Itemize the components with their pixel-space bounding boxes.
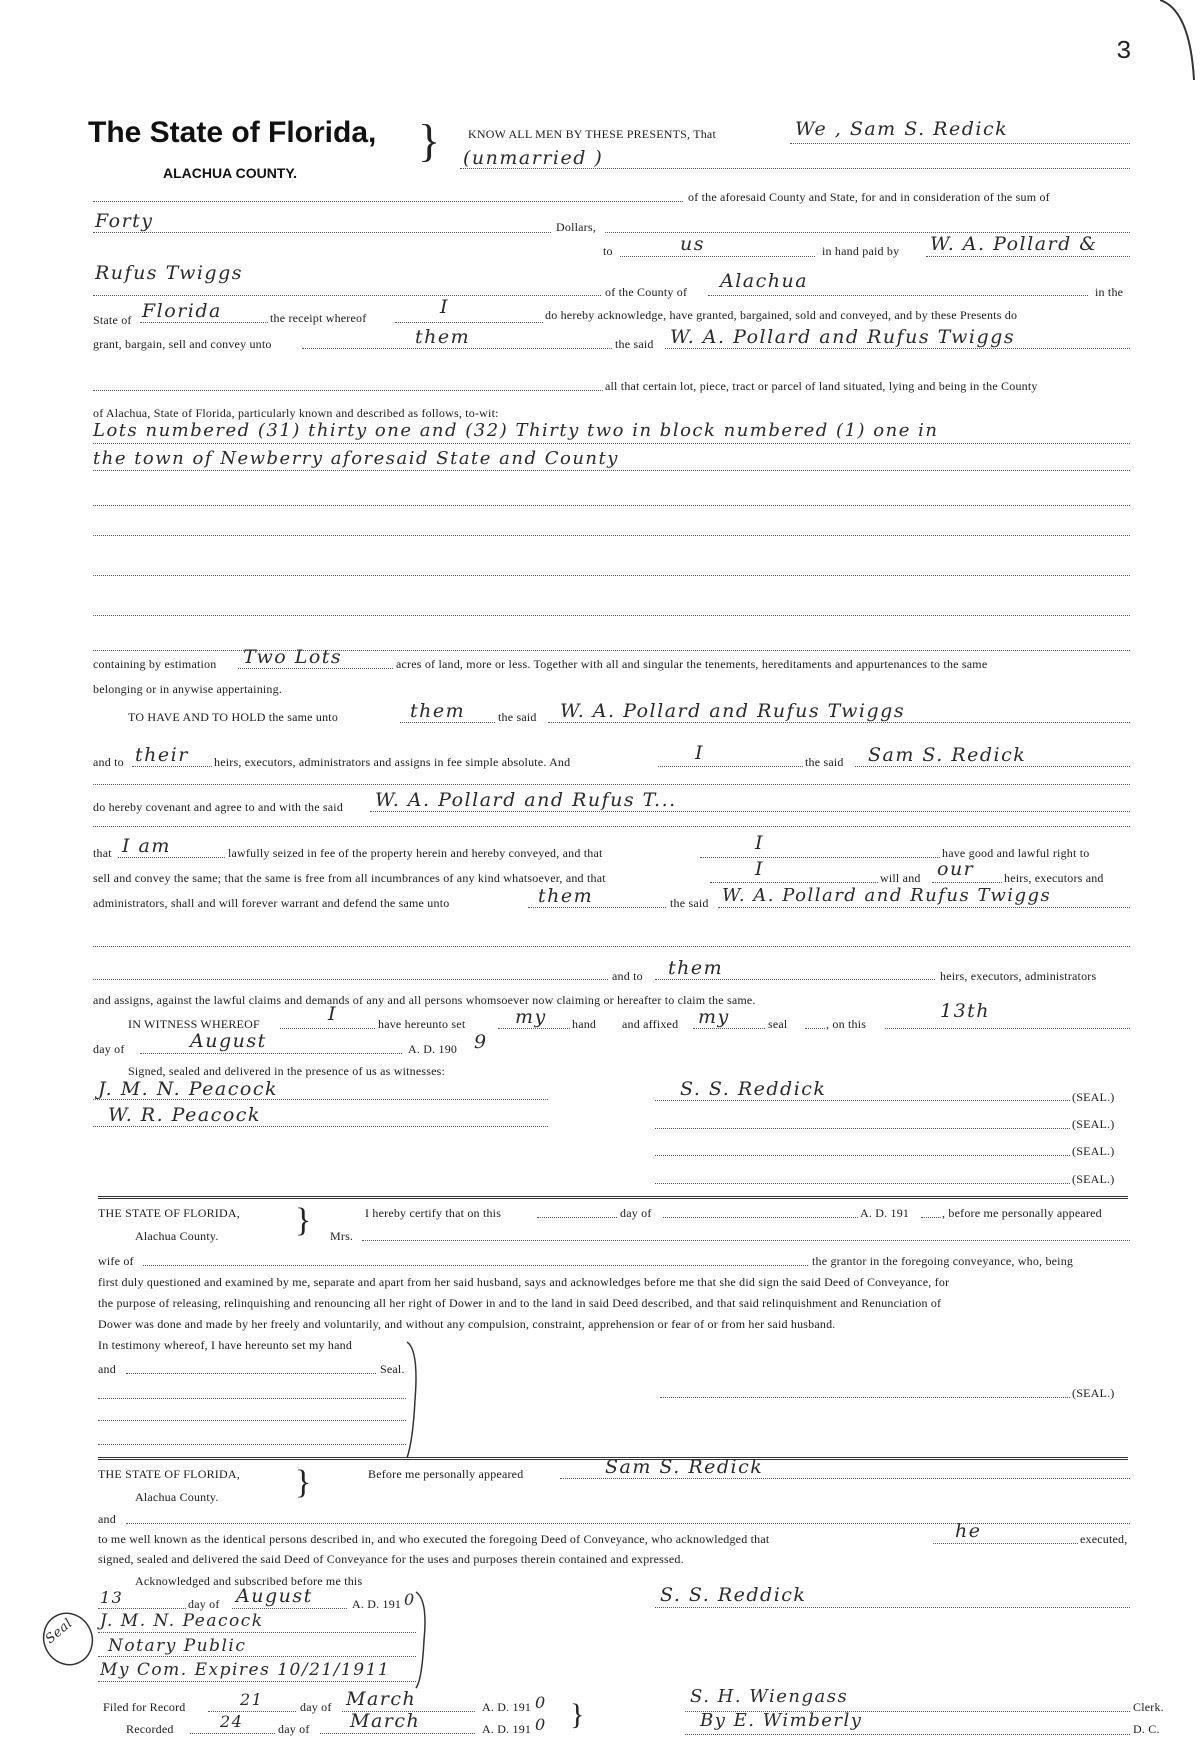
heirs-owner-handwritten: their	[135, 744, 189, 766]
intro-text: KNOW ALL MEN BY THESE PRESENTS, That	[468, 127, 716, 141]
year-handwritten: 9	[474, 1031, 488, 1053]
lot-text: all that certain lot, piece, tract or parcel of land situated, lying and being in the County	[605, 379, 1038, 393]
dower-wife-of: wife of	[98, 1254, 134, 1268]
dower-grantor-text: the grantor in the foregoing conveyance, who, being	[812, 1254, 1074, 1268]
dower-testimony: In testimony whereof, I have hereunto set my hand	[98, 1338, 353, 1352]
sell-text: sell and convey the same; that the same is free from all incumbrances of any kind whatsoever, and that	[93, 871, 606, 885]
ack-brace-line	[414, 1590, 432, 1690]
payee2-handwritten: Rufus Twiggs	[95, 262, 244, 284]
grantee-handwritten: W. A. Pollard and Rufus Twiggs	[670, 326, 1016, 348]
seal-label-3: (SEAL.)	[1072, 1144, 1115, 1158]
dower-seal-label: (SEAL.)	[1072, 1386, 1115, 1400]
have-unto-handwritten: them	[410, 700, 466, 722]
covenant-text: do hereby covenant and agree to and with the said	[93, 800, 344, 814]
seal-label-1: (SEAL.)	[1072, 1090, 1115, 1104]
the-said-label-3: the said	[805, 755, 844, 769]
dollars-label: Dollars,	[556, 220, 596, 234]
seized-handwritten: I	[755, 832, 765, 854]
notary-line-2: Notary Public	[108, 1636, 247, 1656]
seal-label: seal	[768, 1017, 788, 1031]
dower-ad: A. D. 191	[860, 1206, 910, 1220]
to-handwritten: us	[680, 233, 705, 255]
rec-day-of: day of	[278, 1722, 310, 1736]
record-brace: }	[570, 1698, 585, 1731]
and-to-label-2: and to	[612, 969, 643, 983]
seal-label-4: (SEAL.)	[1072, 1172, 1115, 1186]
seized-text: lawfully seized in fee of the property herein and hereby conveyed, and that	[228, 846, 603, 860]
county-handwritten: Alachua	[720, 270, 809, 292]
belonging-text: belonging or in anywise appertaining.	[93, 682, 283, 696]
covenant-handwritten: W. A. Pollard and Rufus T...	[375, 789, 677, 811]
recorded-label: Recorded	[126, 1722, 174, 1736]
acres-handwritten: Two Lots	[243, 646, 343, 668]
county-title: ALACHUA COUNTY.	[163, 165, 298, 181]
signed-sealed-text: Signed, sealed and delivered in the presence of us as witnesses:	[128, 1064, 446, 1078]
filed-day-of: day of	[300, 1700, 332, 1714]
clerk-label: Clerk.	[1133, 1700, 1164, 1714]
hand-label: hand	[572, 1017, 597, 1031]
to-have-text: TO HAVE AND TO HOLD the same unto	[128, 710, 339, 724]
dower-certify: I hereby certify that on this	[365, 1206, 502, 1220]
ack-he-handwritten: he	[955, 1520, 982, 1542]
witness-handwritten: I	[328, 1003, 338, 1025]
rec-day-handwritten: 24	[220, 1712, 244, 1731]
rec-year-handwritten: 0	[535, 1715, 547, 1734]
defend-said-handwritten: W. A. Pollard and Rufus Twiggs	[722, 885, 1052, 906]
header-brace: }	[418, 115, 441, 166]
and-handwritten: I	[695, 742, 705, 764]
filed-day-handwritten: 21	[240, 1690, 264, 1709]
dower-line-1: first duly questioned and examined by me, separate and apart from her said husband, says and acknowledges before me that she did sign the said Deed of Conveyance, for	[98, 1275, 950, 1289]
receipt-label: the receipt whereof	[270, 311, 367, 325]
my-handwritten: my	[515, 1006, 547, 1028]
notary-seal-handwritten: Seal	[42, 1615, 76, 1648]
seal-label-2: (SEAL.)	[1072, 1117, 1115, 1131]
paid-by-handwritten: W. A. Pollard &	[930, 233, 1098, 255]
notary-line-1: J. M. N. Peacock	[100, 1611, 264, 1631]
state-title: The State of Florida,	[88, 116, 377, 149]
admin-text: administrators, shall and will forever warrant and defend the same unto	[93, 896, 450, 910]
on-this-label: , on this	[826, 1017, 867, 1031]
page-number: 3	[1116, 36, 1132, 66]
ack-state: THE STATE OF FLORIDA,	[98, 1467, 240, 1481]
dower-before-me: , before me personally appeared	[942, 1206, 1102, 1220]
dower-seal: Seal.	[380, 1362, 405, 1376]
page-corner-curl	[1160, 0, 1200, 80]
filed-month-handwritten: March	[346, 1688, 417, 1710]
our-handwritten: our	[937, 858, 975, 880]
notary-line-3: My Com. Expires 10/21/1911	[100, 1660, 391, 1680]
filed-year-handwritten: 0	[535, 1693, 547, 1712]
heirs-exec-label: heirs, executors and	[1004, 871, 1104, 885]
heirs-exec-admin-label: heirs, executors, administrators	[940, 969, 1097, 983]
month-handwritten: August	[190, 1030, 267, 1052]
to-label: to	[603, 244, 613, 258]
receipt-handwritten: I	[440, 296, 450, 318]
description-line-2: the town of Newberry aforesaid State and County	[93, 448, 619, 469]
description-line-1: Lots numbered (31) thirty one and (32) Thirty two in block numbered (1) one in	[93, 420, 939, 441]
dower-state: THE STATE OF FLORIDA,	[98, 1206, 240, 1220]
ack-appeared-handwritten: Sam S. Redick	[605, 1456, 764, 1478]
ack-executed: executed,	[1080, 1532, 1128, 1546]
of-county-label: of the County of	[605, 285, 688, 299]
ack-brace: }	[295, 1464, 312, 1501]
amount-handwritten: Forty	[95, 210, 154, 232]
in-hand-paid-label: in hand paid by	[822, 244, 900, 258]
day-of-label: day of	[93, 1042, 125, 1056]
the-said-label-2: the said	[498, 710, 537, 724]
heirs-text: heirs, executors, administrators and assigns in fee simple absolute. And	[214, 755, 571, 769]
assigns-text: and assigns, against the lawful claims and demands of any and all persons whomsoever now claiming or hereafter to claim the same.	[93, 993, 756, 1007]
grantor-signature-handwritten: S. S. Reddick	[680, 1078, 827, 1100]
hereunto-set-label: have hereunto set	[378, 1017, 466, 1031]
ack-signature-handwritten: S. S. Reddick	[660, 1584, 807, 1606]
dower-county: Alachua County.	[135, 1229, 219, 1243]
acres-text: acres of land, more or less. Together with all and singular the tenements, hereditaments and appurtenances to the same	[396, 657, 988, 671]
state-handwritten: Florida	[142, 300, 222, 322]
dower-seal-brace	[405, 1340, 425, 1460]
ad-label: A. D. 190	[408, 1042, 458, 1056]
marital-status-handwritten: (unmarried )	[463, 147, 604, 169]
convey-unto-handwritten: them	[415, 326, 471, 348]
ack-county: Alachua County.	[135, 1490, 219, 1504]
dower-line-3: Dower was done and made by her freely and voluntarily, and without any compulsion, constraint, apprehension or fear of or from her said husband.	[98, 1317, 836, 1331]
dower-day-of: day of	[620, 1206, 652, 1220]
my2-handwritten: my	[698, 1006, 730, 1028]
clerk-handwritten: S. H. Wiengass	[690, 1686, 849, 1707]
witness-text: IN WITNESS WHEREOF	[128, 1017, 260, 1031]
the-said-label: the said	[615, 337, 654, 351]
have-said-handwritten: W. A. Pollard and Rufus Twiggs	[560, 700, 906, 722]
ack-month-handwritten: August	[236, 1585, 313, 1607]
the-said-label-4: the said	[670, 896, 709, 910]
ack-year-handwritten: 0	[404, 1590, 416, 1609]
good-lawful-text: have good and lawful right to	[942, 846, 1090, 860]
rec-month-handwritten: March	[350, 1710, 421, 1732]
section-divider-1	[98, 1196, 1128, 1199]
that-handwritten: I am	[122, 835, 171, 857]
witness-1-handwritten: J. M. N. Peacock	[98, 1078, 278, 1100]
witness-2-handwritten: W. R. Peacock	[108, 1104, 261, 1126]
dower-mrs: Mrs.	[330, 1229, 354, 1243]
rec-ad: A. D. 191	[482, 1722, 532, 1736]
grantor-handwritten: We , Sam S. Redick	[795, 118, 1009, 140]
in-the-label: in the	[1095, 285, 1124, 299]
ack-before-me: Before me personally appeared	[368, 1467, 524, 1481]
dc-handwritten: By E. Wimberly	[700, 1710, 863, 1731]
consideration-text: of the aforesaid County and State, for and in consideration of the sum of	[688, 190, 1050, 204]
ack-day-of: day of	[188, 1597, 220, 1611]
dower-brace: }	[295, 1202, 312, 1239]
will-and-label: will and	[880, 871, 921, 885]
and-to-handwritten: them	[668, 957, 724, 979]
will-handwritten: I	[755, 858, 765, 880]
ack-signed-text: signed, sealed and delivered the said Deed of Conveyance for the uses and purposes therein contained and expressed.	[98, 1552, 684, 1566]
grant-text: grant, bargain, sell and convey unto	[93, 337, 272, 351]
dower-and: and	[98, 1362, 116, 1376]
ack-day-handwritten: 13	[100, 1588, 124, 1607]
defend-handwritten: them	[538, 885, 594, 907]
said-name-handwritten: Sam S. Redick	[868, 744, 1027, 766]
that-label: that	[93, 846, 112, 860]
day-handwritten: 13th	[940, 1000, 991, 1022]
and-affixed-label: and affixed	[622, 1017, 679, 1031]
filed-ad: A. D. 191	[482, 1700, 532, 1714]
containing-label: containing by estimation	[93, 657, 217, 671]
ack-ad: A. D. 191	[352, 1597, 402, 1611]
state-of-label: State of	[93, 313, 132, 327]
acknowledge-text: do hereby acknowledge, have granted, bargained, sold and conveyed, and by these Presents do	[545, 308, 1018, 322]
alachua-text: of Alachua, State of Florida, particularly known and described as follows, to-wit:	[93, 406, 499, 420]
dower-line-2: the purpose of releasing, relinquishing and renouncing all her right of Dower in and to the land in said Deed described, and that said relinquishment and Renunciation of	[98, 1296, 942, 1310]
ack-known-text: to me well known as the identical persons described in, and who executed the foregoing Deed of Conveyance, who acknowledged that	[98, 1532, 770, 1546]
filed-label: Filed for Record	[103, 1700, 186, 1714]
and-to-label: and to	[93, 755, 124, 769]
ack-subscribed: Acknowledged and subscribed before me this	[135, 1574, 363, 1588]
dc-label: D. C.	[1133, 1722, 1160, 1736]
ack-and: and	[98, 1512, 116, 1526]
